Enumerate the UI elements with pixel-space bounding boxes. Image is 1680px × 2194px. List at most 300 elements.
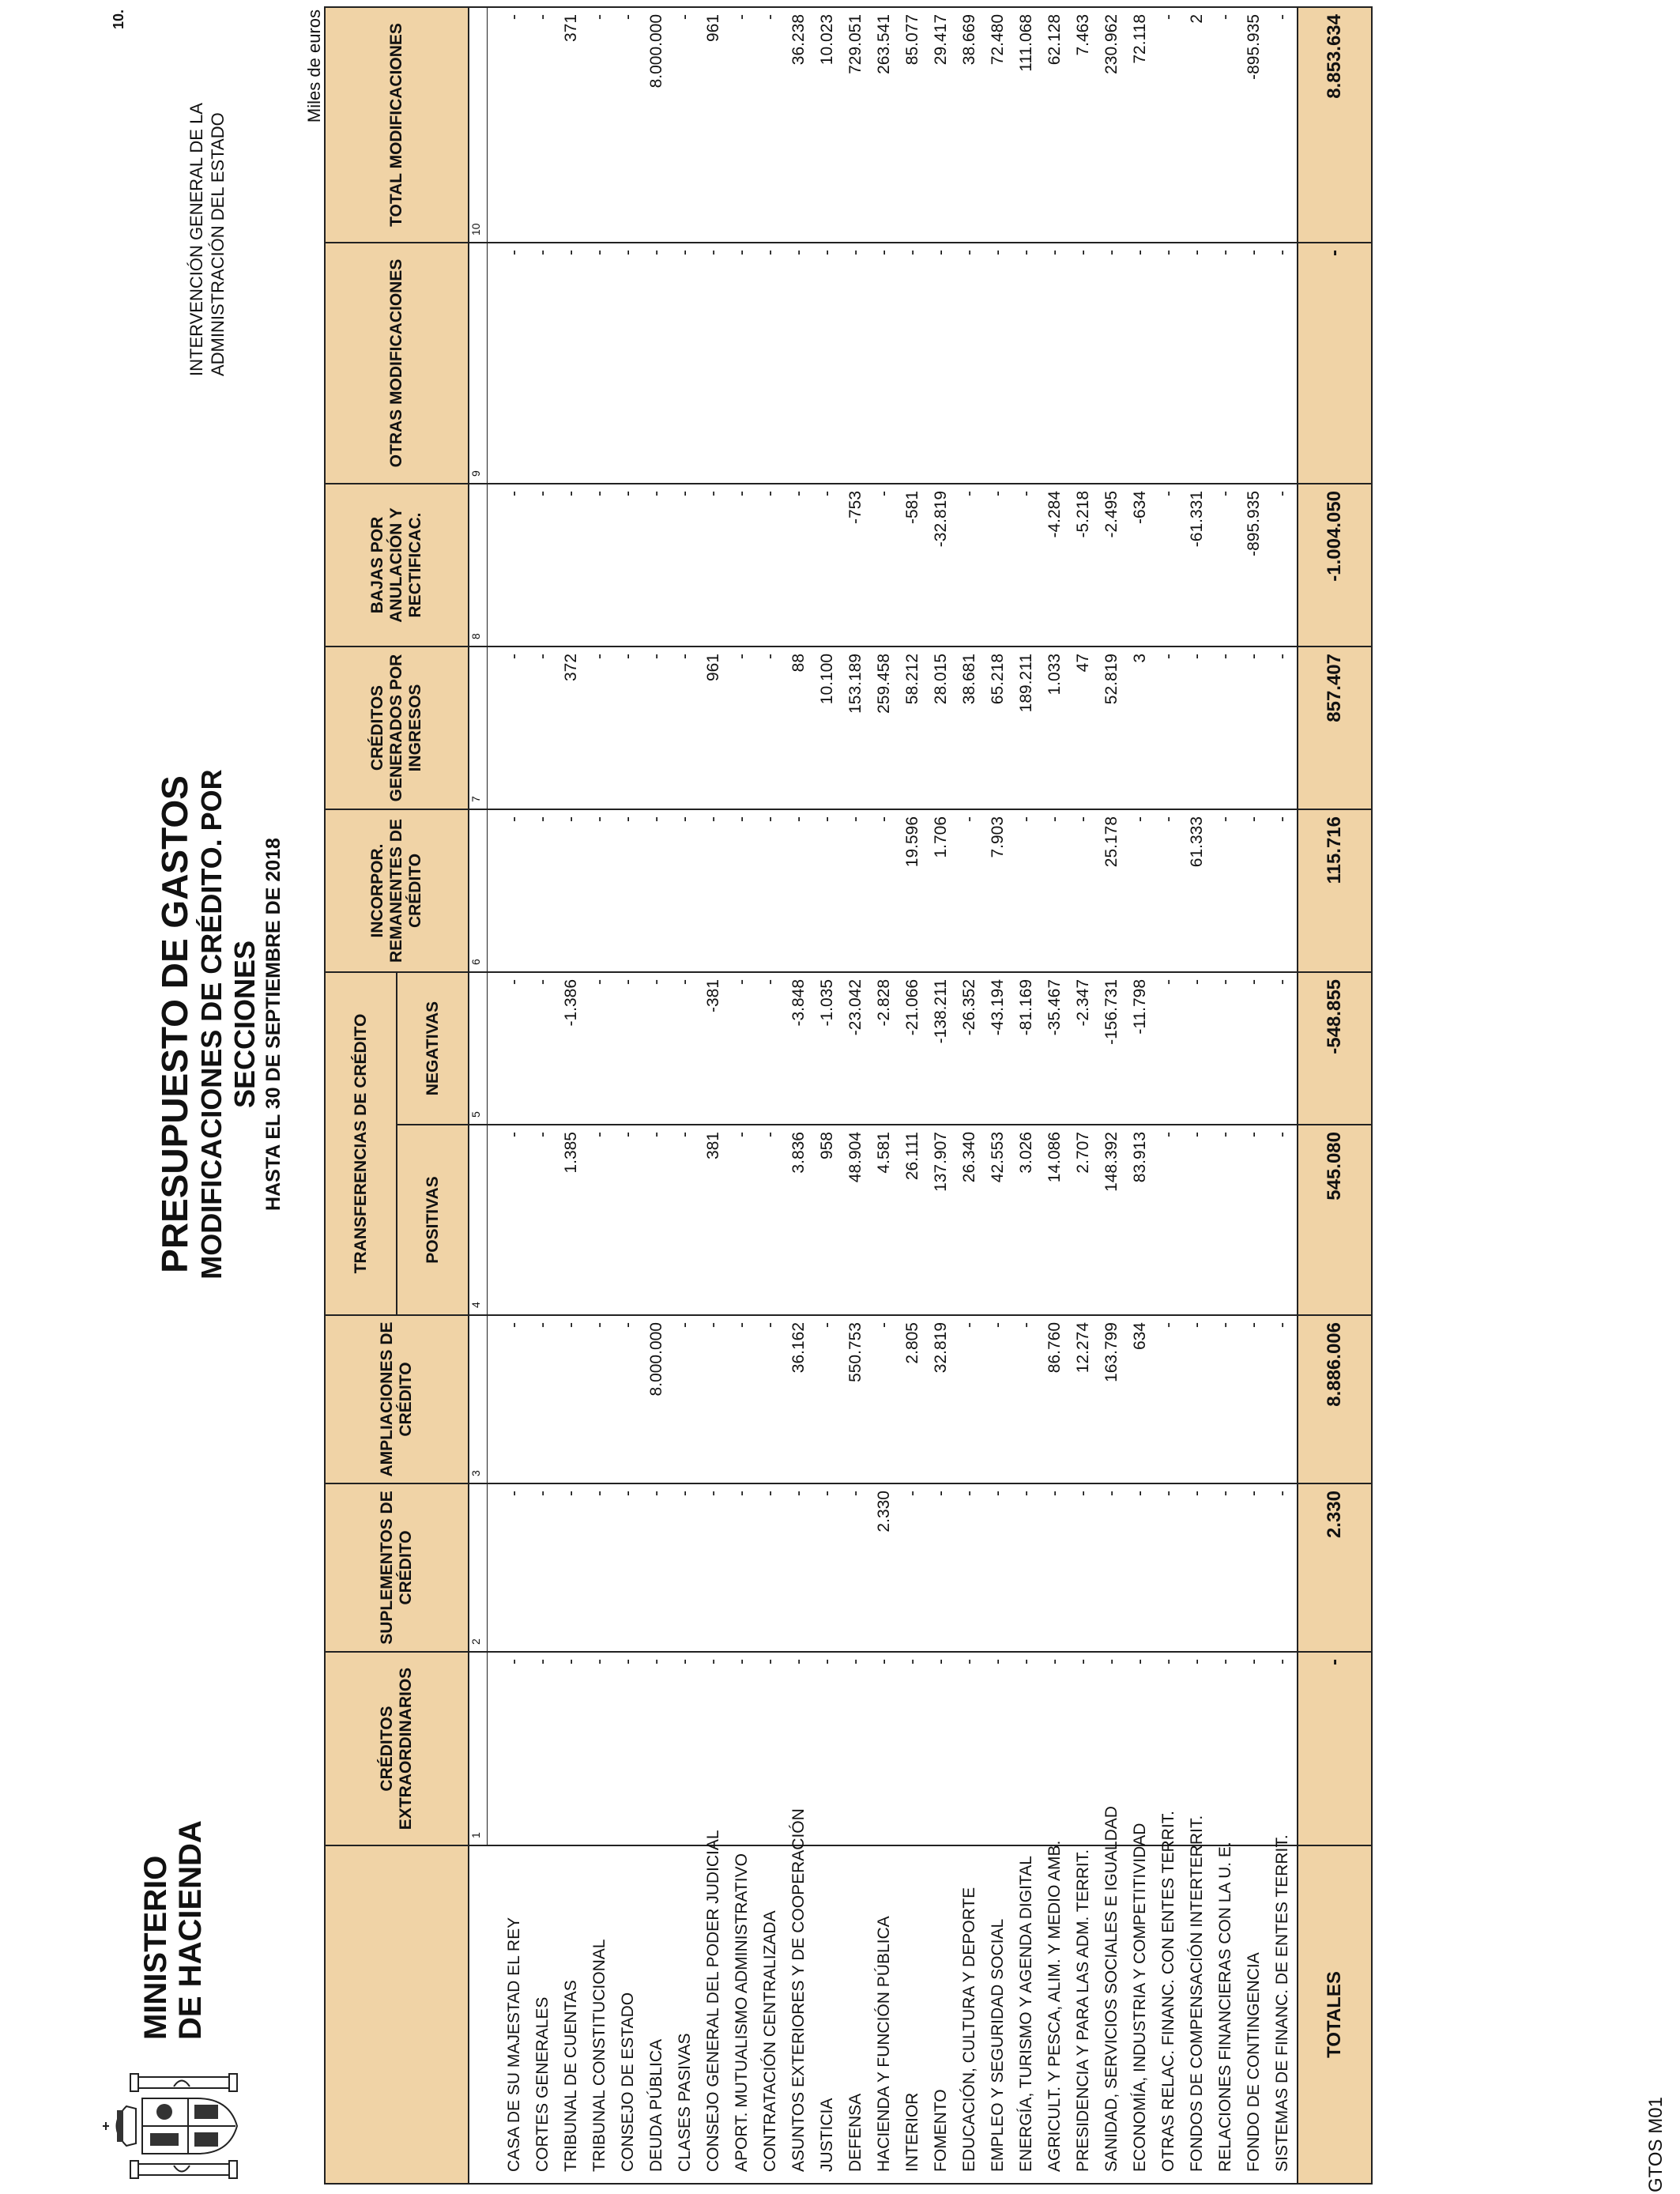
value-cell: - <box>756 243 785 484</box>
value-cell: -753 <box>842 484 870 647</box>
value-cell: 62.128 <box>1041 7 1069 243</box>
value-cell: - <box>586 647 614 809</box>
value-cell: -138.211 <box>927 972 955 1125</box>
value-cell: - <box>813 243 842 484</box>
column-index: 7 <box>469 647 488 809</box>
value-cell: - <box>955 1483 984 1652</box>
value-cell: - <box>671 7 699 243</box>
value-cell: - <box>614 1315 642 1483</box>
value-cell: - <box>842 809 870 972</box>
table-body <box>488 7 1298 2184</box>
value-cell: - <box>557 484 586 647</box>
value-cell: -1.035 <box>813 972 842 1125</box>
value-cell: 961 <box>699 647 728 809</box>
table-row <box>500 7 529 2184</box>
table-row <box>870 7 898 2184</box>
value-cell: - <box>500 1483 529 1652</box>
value-cell: 3.026 <box>1012 1125 1041 1315</box>
value-cell: - <box>870 1652 898 1845</box>
section-name: TRIBUNAL DE CUENTAS <box>557 1845 586 2184</box>
value-cell: 961 <box>699 7 728 243</box>
value-cell: - <box>529 1315 557 1483</box>
value-cell: - <box>586 243 614 484</box>
value-cell: - <box>1155 1483 1183 1652</box>
section-name: FOMENTO <box>927 1845 955 2184</box>
value-cell: - <box>1211 1315 1240 1483</box>
section-name: JUSTICIA <box>813 1845 842 2184</box>
value-cell: - <box>728 972 756 1125</box>
value-cell: - <box>1098 1652 1126 1845</box>
value-cell: - <box>500 7 529 243</box>
value-cell: - <box>1155 647 1183 809</box>
value-cell: 83.913 <box>1126 1125 1155 1315</box>
header-creditos-generados: CRÉDITOS GENERADOS POR INGRESOS <box>325 647 469 809</box>
total-cell: -1.004.050 <box>1298 484 1372 647</box>
section-name: CASA DE SU MAJESTAD EL REY <box>500 1845 529 2184</box>
value-cell: - <box>529 7 557 243</box>
value-cell: 2.330 <box>870 1483 898 1652</box>
value-cell: - <box>586 1483 614 1652</box>
value-cell: - <box>614 7 642 243</box>
modifications-table <box>324 6 1373 2185</box>
value-cell: - <box>756 7 785 243</box>
value-cell: - <box>1126 243 1155 484</box>
section-name: PRESIDENCIA Y PARA LAS ADM. TERRIT. <box>1069 1845 1098 2184</box>
section-name: DEUDA PÚBLICA <box>642 1845 671 2184</box>
value-cell: - <box>1012 809 1041 972</box>
value-cell: 26.340 <box>955 1125 984 1315</box>
value-cell: - <box>785 1483 813 1652</box>
value-cell: - <box>1268 484 1298 647</box>
value-cell: - <box>529 484 557 647</box>
value-cell: - <box>955 809 984 972</box>
value-cell: - <box>1268 809 1298 972</box>
value-cell: - <box>728 809 756 972</box>
value-cell: -2.495 <box>1098 484 1126 647</box>
igae-label <box>186 103 228 376</box>
table-row <box>557 7 586 2184</box>
value-cell: - <box>1155 1125 1183 1315</box>
table-row <box>842 7 870 2184</box>
value-cell: - <box>927 1652 955 1845</box>
spacer-cell <box>488 972 501 1125</box>
header-ampliaciones: AMPLIACIONES DE CRÉDITO <box>325 1315 469 1483</box>
value-cell: - <box>1268 7 1298 243</box>
value-cell: 12.274 <box>1069 1315 1098 1483</box>
value-cell: - <box>1211 243 1240 484</box>
value-cell: - <box>1041 243 1069 484</box>
value-cell: - <box>756 1483 785 1652</box>
table-row <box>728 7 756 2184</box>
value-cell: - <box>699 809 728 972</box>
value-cell: - <box>586 972 614 1125</box>
value-cell: - <box>1155 1315 1183 1483</box>
value-cell: - <box>586 1652 614 1845</box>
value-cell: -381 <box>699 972 728 1125</box>
section-name: CORTES GENERALES <box>529 1845 557 2184</box>
value-cell: - <box>728 7 756 243</box>
value-cell: - <box>1211 647 1240 809</box>
value-cell: -35.467 <box>1041 972 1069 1125</box>
value-cell: -3.848 <box>785 972 813 1125</box>
value-cell: - <box>1069 809 1098 972</box>
value-cell: - <box>642 647 671 809</box>
column-index: 5 <box>469 972 488 1125</box>
value-cell: - <box>813 1483 842 1652</box>
header-bajas: BAJAS POR ANULACIÓN Y RECTIFICAC. <box>325 484 469 647</box>
table-row <box>671 7 699 2184</box>
value-cell: - <box>1012 1483 1041 1652</box>
ministry-name <box>138 1820 208 2040</box>
value-cell: - <box>728 1315 756 1483</box>
table-row <box>586 7 614 2184</box>
value-cell: - <box>500 484 529 647</box>
value-cell: - <box>728 484 756 647</box>
total-cell: 857.407 <box>1298 647 1372 809</box>
value-cell: - <box>1183 1483 1211 1652</box>
value-cell: - <box>1240 1125 1268 1315</box>
table-row <box>984 7 1012 2184</box>
table-row <box>1155 7 1183 2184</box>
value-cell: - <box>671 1483 699 1652</box>
value-cell: - <box>699 484 728 647</box>
value-cell: - <box>642 1483 671 1652</box>
value-cell: 36.162 <box>785 1315 813 1483</box>
section-name: APORT. MUTUALISMO ADMINISTRATIVO <box>728 1845 756 2184</box>
value-cell: - <box>898 1483 927 1652</box>
value-cell: - <box>699 1652 728 1845</box>
value-cell: - <box>500 243 529 484</box>
value-cell: 10.023 <box>813 7 842 243</box>
value-cell: - <box>756 1315 785 1483</box>
value-cell: - <box>1041 1652 1069 1845</box>
value-cell: 1.033 <box>1041 647 1069 809</box>
value-cell: - <box>586 809 614 972</box>
value-cell: - <box>1268 647 1298 809</box>
value-cell: - <box>927 243 955 484</box>
value-cell: - <box>813 809 842 972</box>
value-cell: - <box>842 243 870 484</box>
value-cell: - <box>586 484 614 647</box>
section-name: CLASES PASIVAS <box>671 1845 699 2184</box>
value-cell: - <box>1240 647 1268 809</box>
value-cell: 4.581 <box>870 1125 898 1315</box>
value-cell: - <box>756 647 785 809</box>
value-cell: - <box>728 243 756 484</box>
header-negativas: NEGATIVAS <box>397 972 469 1125</box>
value-cell: 2.707 <box>1069 1125 1098 1315</box>
value-cell: 28.015 <box>927 647 955 809</box>
value-cell: - <box>699 243 728 484</box>
igae-line-2: ADMINISTRACIÓN DEL ESTADO <box>208 112 228 376</box>
value-cell: - <box>671 972 699 1125</box>
value-cell: - <box>1183 243 1211 484</box>
value-cell: 38.669 <box>955 7 984 243</box>
value-cell: 8.000.000 <box>642 7 671 243</box>
title-block <box>154 724 285 1325</box>
value-cell: - <box>898 243 927 484</box>
value-cell: 371 <box>557 7 586 243</box>
value-cell: -634 <box>1126 484 1155 647</box>
header-transferencias: TRANSFERENCIAS DE CRÉDITO <box>325 972 397 1315</box>
value-cell: - <box>500 1315 529 1483</box>
value-cell: - <box>614 1483 642 1652</box>
value-cell: -11.798 <box>1126 972 1155 1125</box>
value-cell: - <box>1012 484 1041 647</box>
value-cell: - <box>529 972 557 1125</box>
value-cell: - <box>1183 1652 1211 1845</box>
value-cell: 263.541 <box>870 7 898 243</box>
value-cell: - <box>671 1652 699 1845</box>
column-index: 8 <box>469 484 488 647</box>
value-cell: - <box>1240 1483 1268 1652</box>
value-cell: - <box>699 1483 728 1652</box>
value-cell: - <box>1155 243 1183 484</box>
spacer-cell <box>488 647 501 809</box>
column-index: 4 <box>469 1125 488 1315</box>
table-row <box>1041 7 1069 2184</box>
total-cell: 545.080 <box>1298 1125 1372 1315</box>
value-cell: - <box>1240 972 1268 1125</box>
value-cell: - <box>642 1652 671 1845</box>
value-cell: 153.189 <box>842 647 870 809</box>
value-cell: - <box>870 1315 898 1483</box>
table-row <box>1098 7 1126 2184</box>
header-creditos-extraordinarios: CRÉDITOS EXTRAORDINARIOS <box>325 1652 469 1845</box>
value-cell: - <box>1126 1652 1155 1845</box>
value-cell: - <box>614 972 642 1125</box>
value-cell: - <box>529 243 557 484</box>
value-cell: - <box>671 1125 699 1315</box>
spacer-cell <box>488 809 501 972</box>
section-name: RELACIONES FINANCIERAS CON LA U. E. <box>1211 1845 1240 2184</box>
total-cell: - <box>1298 243 1372 484</box>
value-cell: -895.935 <box>1240 7 1268 243</box>
value-cell: - <box>500 1125 529 1315</box>
spacer-cell <box>488 1483 501 1652</box>
spacer-cell <box>488 1845 501 2184</box>
value-cell: - <box>955 484 984 647</box>
value-cell: - <box>756 972 785 1125</box>
value-cell: 86.760 <box>1041 1315 1069 1483</box>
table-row <box>756 7 785 2184</box>
index-blank <box>469 1845 488 2184</box>
column-index: 3 <box>469 1315 488 1483</box>
footer-code: GTOS M01 <box>1645 2097 1667 2192</box>
page-number: 10. <box>111 9 126 30</box>
value-cell: 19.596 <box>898 809 927 972</box>
value-cell: 111.068 <box>1012 7 1041 243</box>
value-cell: - <box>984 1315 1012 1483</box>
value-cell: - <box>1211 1652 1240 1845</box>
spacer-cell <box>488 243 501 484</box>
value-cell: -32.819 <box>927 484 955 647</box>
value-cell: - <box>586 1315 614 1483</box>
table-row <box>529 7 557 2184</box>
total-cell: 115.716 <box>1298 809 1372 972</box>
value-cell: - <box>1126 1483 1155 1652</box>
value-cell: - <box>1183 647 1211 809</box>
value-cell: - <box>1041 809 1069 972</box>
value-cell: -61.331 <box>1183 484 1211 647</box>
value-cell: - <box>813 1315 842 1483</box>
value-cell: - <box>984 243 1012 484</box>
value-cell: - <box>1268 1483 1298 1652</box>
section-name: SISTEMAS DE FINANC. DE ENTES TERRIT. <box>1268 1845 1298 2184</box>
value-cell: 48.904 <box>842 1125 870 1315</box>
table-row <box>955 7 984 2184</box>
value-cell: -23.042 <box>842 972 870 1125</box>
total-cell: - <box>1298 1652 1372 1845</box>
value-cell: - <box>756 1125 785 1315</box>
value-cell: - <box>642 1125 671 1315</box>
section-name: SANIDAD, SERVICIOS SOCIALES E IGUALDAD <box>1098 1845 1126 2184</box>
column-index: 6 <box>469 809 488 972</box>
section-name: ASUNTOS EXTERIORES Y DE COOPERACIÓN <box>785 1845 813 2184</box>
value-cell: 38.681 <box>955 647 984 809</box>
value-cell: - <box>529 1125 557 1315</box>
header-total: TOTAL MODIFICACIONES <box>325 7 469 243</box>
value-cell: - <box>1155 7 1183 243</box>
section-name: DEFENSA <box>842 1845 870 2184</box>
header-suplementos: SUPLEMENTOS DE CRÉDITO <box>325 1483 469 1652</box>
value-cell: -2.347 <box>1069 972 1098 1125</box>
value-cell: 25.178 <box>1098 809 1126 972</box>
value-cell: 42.553 <box>984 1125 1012 1315</box>
table-row <box>1012 7 1041 2184</box>
column-index: 2 <box>469 1483 488 1652</box>
value-cell: - <box>785 243 813 484</box>
page-title: PRESUPUESTO DE GASTOS <box>154 775 195 1273</box>
value-cell: 72.480 <box>984 7 1012 243</box>
table-row <box>813 7 842 2184</box>
value-cell: 8.000.000 <box>642 1315 671 1483</box>
value-cell: - <box>728 1483 756 1652</box>
value-cell: 634 <box>1126 1315 1155 1483</box>
value-cell: - <box>614 647 642 809</box>
table-row <box>614 7 642 2184</box>
value-cell: 1.706 <box>927 809 955 972</box>
value-cell: - <box>1098 243 1126 484</box>
value-cell: -1.386 <box>557 972 586 1125</box>
value-cell: - <box>728 1125 756 1315</box>
value-cell: 88 <box>785 647 813 809</box>
value-cell: 550.753 <box>842 1315 870 1483</box>
value-cell: - <box>1069 243 1098 484</box>
value-cell: - <box>955 1315 984 1483</box>
value-cell: 148.392 <box>1098 1125 1126 1315</box>
value-cell: - <box>642 484 671 647</box>
value-cell: - <box>1012 1652 1041 1845</box>
value-cell: - <box>1069 1483 1098 1652</box>
table-row <box>1211 7 1240 2184</box>
totals-row <box>1298 7 1372 2184</box>
value-cell: - <box>1183 972 1211 1125</box>
page-subtitle: MODIFICACIONES DE CRÉDITO. POR SECCIONES <box>195 769 261 1280</box>
value-cell: - <box>1183 1125 1211 1315</box>
value-cell: 381 <box>699 1125 728 1315</box>
value-cell: - <box>1012 1315 1041 1483</box>
value-cell: - <box>898 1652 927 1845</box>
value-cell: 2.805 <box>898 1315 927 1483</box>
value-cell: - <box>586 7 614 243</box>
header-otras: OTRAS MODIFICACIONES <box>325 243 469 484</box>
value-cell: - <box>671 1315 699 1483</box>
igae-line-1: INTERVENCIÓN GENERAL DE LA <box>186 103 206 376</box>
value-cell: 47 <box>1069 647 1098 809</box>
value-cell: - <box>1155 1652 1183 1845</box>
value-cell: - <box>1268 972 1298 1125</box>
value-cell: -2.828 <box>870 972 898 1125</box>
table-row <box>699 7 728 2184</box>
value-cell: - <box>529 647 557 809</box>
value-cell: - <box>1211 484 1240 647</box>
table-row <box>898 7 927 2184</box>
total-cell: 2.330 <box>1298 1483 1372 1652</box>
value-cell: - <box>984 1483 1012 1652</box>
column-index: 9 <box>469 243 488 484</box>
section-name: ENERGÍA, TURISMO Y AGENDA DIGITAL <box>1012 1845 1041 2184</box>
section-name: FONDO DE CONTINGENCIA <box>1240 1845 1268 2184</box>
value-cell: - <box>642 972 671 1125</box>
value-cell: - <box>870 243 898 484</box>
value-cell: - <box>1211 1483 1240 1652</box>
value-cell: - <box>1268 243 1298 484</box>
value-cell: - <box>813 484 842 647</box>
value-cell: - <box>557 243 586 484</box>
table-row <box>642 7 671 2184</box>
value-cell: - <box>1098 1483 1126 1652</box>
value-cell: 29.417 <box>927 7 955 243</box>
value-cell: - <box>984 484 1012 647</box>
value-cell: - <box>557 809 586 972</box>
value-cell: 10.100 <box>813 647 842 809</box>
value-cell: - <box>955 1652 984 1845</box>
value-cell: - <box>1155 972 1183 1125</box>
value-cell: 7.903 <box>984 809 1012 972</box>
value-cell: 729.051 <box>842 7 870 243</box>
value-cell: -81.169 <box>1012 972 1041 1125</box>
section-name: FONDOS DE COMPENSACIÓN INTERTERRIT. <box>1183 1845 1211 2184</box>
value-cell: 230.962 <box>1098 7 1126 243</box>
value-cell: -43.194 <box>984 972 1012 1125</box>
value-cell: - <box>870 484 898 647</box>
value-cell: - <box>927 1483 955 1652</box>
value-cell: 3.836 <box>785 1125 813 1315</box>
value-cell: - <box>614 243 642 484</box>
value-cell: -26.352 <box>955 972 984 1125</box>
column-index: 1 <box>469 1652 488 1845</box>
value-cell: - <box>500 809 529 972</box>
value-cell: 958 <box>813 1125 842 1315</box>
period-label: HASTA EL 30 DE SEPTIEMBRE DE 2018 <box>262 838 284 1211</box>
value-cell: - <box>785 484 813 647</box>
value-cell: - <box>642 243 671 484</box>
value-cell: - <box>984 1652 1012 1845</box>
value-cell: - <box>557 1315 586 1483</box>
value-cell: - <box>1268 1125 1298 1315</box>
value-cell: - <box>614 1652 642 1845</box>
header-section <box>325 1845 469 2184</box>
value-cell: -4.284 <box>1041 484 1069 647</box>
value-cell: - <box>1268 1315 1298 1483</box>
section-name: CONTRATACIÓN CENTRALIZADA <box>756 1845 785 2184</box>
value-cell: - <box>614 484 642 647</box>
table-row <box>1126 7 1155 2184</box>
value-cell: - <box>671 484 699 647</box>
value-cell: - <box>500 647 529 809</box>
value-cell: - <box>1211 809 1240 972</box>
